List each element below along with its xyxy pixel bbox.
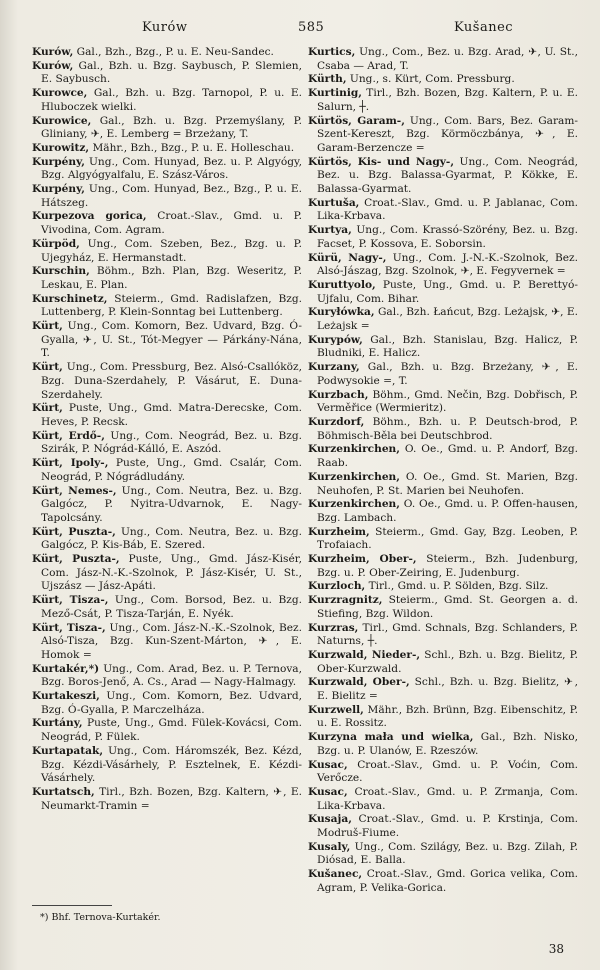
entry-text: Croat.-Slav., Gmd. u. P. Krstinja, Com. Modruš-Fiume. — [317, 813, 578, 840]
gazetteer-entry — [32, 717, 302, 744]
entry-text: Ung., Com. Komorn, Bez. Udvard, Bzg. Ó-Gyalla, P. Marczelháza. — [41, 690, 302, 716]
gazetteer-entry — [308, 731, 578, 758]
entry-headword: Kurzany, — [308, 361, 360, 374]
running-header — [30, 20, 570, 42]
gazetteer-entry — [32, 210, 302, 237]
gazetteer-entry — [32, 46, 302, 60]
gazetteer-entry — [308, 306, 578, 333]
entry-text: Ung., Com. Pressburg, Bez. Alsó-Csallóköz, Bzg. Duna-Szerdahely, P. Vásárut, E. Duna-Szerdahely. — [41, 361, 302, 401]
gazetteer-entry — [308, 580, 578, 594]
entry-headword: Kürt, Puszta-, — [32, 525, 116, 538]
right-column — [308, 46, 578, 896]
footnote-rule — [32, 905, 112, 906]
entry-text: Ung., Com. Neutra, Bez. u. Bzg. Galgócz, P. Nyitra-Udvarnok, E. Nagy-Tapolcsány. — [41, 484, 302, 524]
gazetteer-entry — [32, 690, 302, 717]
gazetteer-entry — [308, 252, 578, 279]
entry-text: Gal., Bzh. Stanislau, Bzg. Halicz, P. Bludniki, E. Halicz. — [317, 333, 578, 360]
gazetteer-entry — [32, 526, 302, 553]
entry-text: Gal., Bzh., Bzg., P. u. E. Neu-Sandec. — [73, 46, 274, 58]
gazetteer-entry — [308, 197, 578, 224]
gazetteer-entry — [32, 142, 302, 156]
entry-headword: Kuryłówka, — [308, 306, 375, 319]
entry-text: Tirl., Bzh. Bozen, Bzg. Kaltern, P. u. E. Salurn, ┼. — [317, 87, 578, 113]
entry-headword: Kurzdorf, — [308, 415, 365, 428]
entry-text: Gal., Bzh. u. Bzg. Tarnopol, P. u. E. Hluboczek wielki. — [41, 87, 302, 113]
entry-headword: Kurów, — [32, 46, 74, 58]
gazetteer-entry — [308, 676, 578, 703]
gazetteer-entry — [308, 471, 578, 498]
header-right-keyword: Kušanec — [454, 20, 514, 35]
entry-text: Puste, Ung., Gmd. Fülek-Kovácsi, Com. Neográd, P. Fülek. — [41, 717, 302, 744]
entry-text: Tirl., Gmd. Schnals, Bzg. Schlanders, P. Naturns, ┼. — [317, 621, 578, 648]
gazetteer-entry — [32, 238, 302, 265]
entry-text: Gal., Bzh. Nisko, Bzg. u. P. Ulanów, E. Rzeszów. — [317, 731, 578, 757]
entry-headword: Kurtakér,*) — [32, 662, 100, 675]
gazetteer-entry — [308, 156, 578, 197]
gazetteer-entry — [32, 265, 302, 292]
entry-headword: Kürt, — [32, 361, 63, 374]
entry-headword: Kuruttyolo, — [308, 278, 376, 291]
entry-text: Croat.-Slav., Gmd. Gorica velika, Com. Agram, P. Velika-Gorica. — [317, 868, 578, 894]
entry-headword: Kurzloch, — [308, 580, 366, 593]
entry-text: Ung., Com. Szilágy, Bez. u. Bzg. Zilah, P. Diósad, E. Balla. — [317, 840, 578, 867]
footnote: *) Bhf. Ternova-Kurtakér. — [40, 912, 161, 923]
entry-headword: Kürt, Erdő-, — [32, 429, 105, 442]
entry-text: O. Oe., Gmd. u. P. Andorf, Bzg. Raab. — [317, 443, 578, 470]
entry-headword: Kurzragnitz, — [308, 594, 383, 607]
entry-headword: Kusac, — [308, 785, 348, 798]
gazetteer-entry — [32, 786, 302, 813]
entry-headword: Kürt, — [32, 320, 63, 333]
gazetteer-entry — [308, 868, 578, 895]
entry-headword: Kurpény, — [32, 183, 85, 196]
entry-headword: Kurzheim, Ober-, — [308, 553, 417, 566]
entry-text: Puste, Ung., Gmd. Jász-Kisér, Com. Jász-N.-K.-Szolnok, P. Jász-Kisér, U. St., Ujszász — Jász-Apáti. — [41, 553, 302, 593]
entry-text: Steierm., Gmd. Gay, Bzg. Leoben, P. Trofaiach. — [317, 525, 578, 552]
entry-text: Steierm., Bzh. Judenburg, Bzg. u. P. Ober-Zeiring, E. Judenburg. — [317, 553, 578, 579]
entry-text: Tirl., Bzh. Bozen, Bzg. Kaltern, ✈, E. Neumarkt-Tramin = — [41, 785, 302, 812]
entry-headword: Kurtakeszi, — [32, 690, 100, 703]
gazetteer-entry — [308, 498, 578, 525]
entry-headword: Kurtics, — [308, 46, 356, 58]
entry-text: Mähr., Bzh. Brünn, Bzg. Eibenschitz, P. u. E. Rossitz. — [317, 703, 578, 730]
gazetteer-entry — [308, 526, 578, 553]
entry-headword: Kurtatsch, — [32, 785, 95, 798]
entry-text: Ung., Com. Hunyad, Bez. u. P. Algyógy, Bzg. Algyógyalfalu, E. Szász-Város. — [41, 155, 302, 182]
entry-text: Ung., Com. Hunyad, Bez., Bzg., P. u. E. Hátszeg. — [41, 183, 302, 209]
entry-headword: Kurtya, — [308, 224, 352, 237]
header-left-keyword: Kurów — [142, 20, 188, 35]
entry-headword: Kurzheim, — [308, 525, 370, 538]
entry-headword: Kürü, Nagy-, — [308, 251, 387, 264]
entry-text: Croat.-Slav., Gmd. u. P. Voćin, Com. Verőcze. — [317, 758, 578, 785]
gazetteer-entry — [32, 485, 302, 526]
gazetteer-entry — [308, 361, 578, 388]
entry-headword: Kürtös, Kis- und Nagy-, — [308, 155, 455, 168]
gazetteer-entry — [308, 73, 578, 87]
entry-text: Ung., Com. Krassó-Szörény, Bez. u. Bzg. Facset, P. Kossova, E. Soborsin. — [317, 224, 578, 250]
entry-headword: Kurzyna mała und wielka, — [308, 731, 474, 744]
entry-text: Ung., Com. Háromszék, Bez. Kézd, Bzg. Kézdi-Vásárhely, P. Esztelnek, E. Kézdi-Vásárhely. — [41, 744, 302, 785]
entry-text: Böhm., Bzh. Plan, Bzg. Weseritz, P. Leskau, E. Plan. — [41, 265, 302, 291]
entry-headword: Kurzwald, Nieder-, — [308, 648, 421, 661]
entry-headword: Kürt, Puszta-, — [32, 553, 120, 566]
entry-text: Tirl., Gmd. u. P. Sölden, Bzg. Silz. — [365, 580, 549, 593]
entry-text: O. Oe., Gmd. u. P. Offen-hausen, Bzg. Lambach. — [317, 498, 578, 524]
gazetteer-entry — [32, 745, 302, 786]
left-column — [32, 46, 302, 813]
gazetteer-entry — [308, 87, 578, 114]
gazetteer-entry — [308, 416, 578, 443]
entry-text: Steierm., Gmd. Radislafzen, Bzg. Luttenberg, P. Klein-Sonntag bei Luttenberg. — [41, 292, 302, 319]
gazetteer-entry — [308, 279, 578, 306]
entry-headword: Kurzenkirchen, — [308, 470, 400, 483]
gazetteer-entry — [32, 594, 302, 621]
entry-text: Mähr., Bzh., Bzg., P. u. E. Holleschau. — [89, 141, 295, 154]
entry-headword: Kurów, — [32, 59, 74, 72]
entry-headword: Kurschinetz, — [32, 292, 108, 305]
entry-headword: Kürt, Tisza-, — [32, 594, 109, 607]
gazetteer-entry — [32, 320, 302, 361]
entry-text: Ung., Com. Arad, Bez. u. P. Ternova, Bzg. Boros-Jenő, A. Cs., Arad — Nagy-Halmagy. — [41, 662, 302, 689]
gazetteer-entry — [308, 649, 578, 676]
gazetteer-entry — [32, 293, 302, 320]
gazetteer-entry — [308, 224, 578, 251]
entry-headword: Kurtinig, — [308, 87, 362, 100]
entry-text: Ung., Com. Borsod, Bez. u. Bzg. Mező-Csát, P. Tisza-Tarján, E. Nyék. — [41, 594, 302, 620]
gazetteer-entry — [308, 46, 578, 73]
gazetteer-entry — [308, 115, 578, 156]
entry-headword: Kurpezova gorica, — [32, 210, 147, 223]
entry-headword: Kürt, Nemes-, — [32, 484, 117, 497]
entry-text: Schl., Bzh. u. Bzg. Bielitz, ✈, E. Bielitz = — [317, 676, 578, 703]
entry-headword: Kürtös, Garam-, — [308, 114, 405, 127]
entry-headword: Kurowce, — [32, 87, 88, 100]
gazetteer-entry — [32, 183, 302, 210]
entry-text: Schl., Bzh. u. Bzg. Bielitz, P. Ober-Kurzwald. — [317, 648, 578, 675]
entry-headword: Kurzbach, — [308, 388, 369, 401]
gazetteer-entry — [308, 841, 578, 868]
gazetteer-entry — [32, 430, 302, 457]
entry-text: Ung., s. Kürt, Com. Pressburg. — [346, 73, 515, 86]
entry-headword: Kusac, — [308, 758, 348, 771]
entry-headword: Kurtány, — [32, 717, 83, 730]
entry-headword: Kurtuša, — [308, 196, 360, 209]
entry-text: Puste, Ung., Gmd. Csalár, Com. Neográd, P. Nógrádludány. — [41, 457, 302, 483]
entry-headword: Kurtapatak, — [32, 744, 104, 757]
entry-text: Ung., Com. Neográd, Bez. u. Bzg. Balassa-Gyarmat, P. Kökke, E. Balassa-Gyarmat. — [317, 155, 578, 196]
entry-headword: Kurzenkirchen, — [308, 498, 400, 511]
entry-text: Gal., Bzh. u. Bzg. Przemyślany, P. Gliniany, ✈, E. Lemberg = Brzeżany, T. — [41, 114, 302, 141]
entry-headword: Kürpöd, — [32, 237, 80, 250]
gazetteer-entry — [32, 115, 302, 142]
entry-text: Croat.-Slav., Gmd. u. P. Vivodina, Com. Agram. — [41, 210, 302, 237]
entry-text: Ung., Com. Neutra, Bez. u. Bzg. Galgócz, P. Kis-Báb, E. Szered. — [41, 525, 302, 552]
entry-headword: Kurpény, — [32, 155, 85, 168]
entry-headword: Kurzras, — [308, 621, 359, 634]
entry-text: Croat.-Slav., Gmd. u. P. Zrmanja, Com. Lika-Krbava. — [317, 785, 578, 812]
gazetteer-entry — [308, 553, 578, 580]
entry-headword: Kurowice, — [32, 114, 92, 127]
gazetteer-entry — [32, 553, 302, 594]
gazetteer-entry — [308, 786, 578, 813]
entry-text: Böhm., Bzh. u. P. Deutsch-brod, P. Böhmisch-Běla bei Deutschbrod. — [317, 415, 578, 442]
entry-text: Böhm., Gmd. Nečin, Bzg. Dobřisch, P. Verměřice (Wermieritz). — [317, 388, 578, 415]
gazetteer-entry — [308, 443, 578, 470]
entry-headword: Kurzenkirchen, — [308, 443, 400, 456]
entry-headword: Kusaly, — [308, 840, 351, 853]
entry-text: Gal., Bzh. u. Bzg. Brzeżany, ✈, E. Podwysokie =, T. — [317, 361, 578, 387]
entry-text: Puste, Ung., Gmd. Matra-Derecske, Com. Heves, P. Recsk. — [41, 402, 302, 428]
entry-headword: Kurzwell, — [308, 703, 364, 716]
entry-text: Ung., Com. Neográd, Bez. u. Bzg. Szirák, P. Nógrád-Kálló, E. Aszód. — [41, 429, 302, 456]
gazetteer-entry — [32, 361, 302, 402]
entry-headword: Kusaja, — [308, 813, 352, 826]
entry-headword: Kürt, Tisza-, — [32, 621, 106, 634]
gazetteer-entry — [308, 622, 578, 649]
entry-headword: Kurypów, — [308, 333, 363, 346]
entry-text: Ung., Com. Komorn, Bez. Udvard, Bzg. Ó-Gyalla, ✈, U. St., Tót-Megyer — Párkány-Nána, T. — [41, 320, 302, 360]
entry-text: Ung., Com., Bez. u. Bzg. Arad, ✈, U. St., Csaba — Arad, T. — [317, 46, 578, 72]
entry-text: Ung., Com. J.-N.-K.-Szolnok, Bez. Alsó-Jászag, Bzg. Szolnok, ✈, E. Fegyvernek = — [317, 251, 578, 278]
entry-text: Gal., Bzh. u. Bzg. Saybusch, P. Slemien, E. Saybusch. — [41, 59, 302, 86]
gazetteer-entry — [308, 704, 578, 731]
header-page-number: 585 — [298, 20, 325, 35]
gazetteer-entry — [308, 594, 578, 621]
gazetteer-entry — [32, 663, 302, 690]
entry-headword: Kurschin, — [32, 265, 90, 278]
gazetteer-entry — [32, 457, 302, 484]
entry-headword: Kušanec, — [308, 868, 363, 881]
entry-text: Steierm., Gmd. St. Georgen a. d. Stiefing, Bzg. Wildon. — [317, 594, 578, 620]
gazetteer-entry — [32, 87, 302, 114]
entry-text: Ung., Com. Bars, Bez. Garam-Szent-Kereszt, Bzg. Körmöczbánya, ✈, E. Garam-Berzencze = — [317, 114, 578, 154]
gazetteer-entry — [308, 813, 578, 840]
gazetteer-entry — [32, 622, 302, 663]
entry-headword: Kürt, — [32, 402, 63, 415]
gazetteer-entry — [32, 156, 302, 183]
sheet-number: 38 — [548, 942, 564, 956]
entry-headword: Kürth, — [308, 73, 347, 86]
entry-headword: Kürt, Ipoly-, — [32, 457, 109, 470]
gazetteer-entry — [308, 389, 578, 416]
entry-headword: Kurzwald, Ober-, — [308, 676, 410, 689]
entry-text: Ung., Com. Szeben, Bez., Bzg. u. P. Ujegyház, E. Hermanstadt. — [41, 237, 302, 264]
entry-text: Puste, Ung., Gmd. u. P. Berettyó-Ujfalu, Com. Bihar. — [317, 278, 578, 305]
gazetteer-entry — [32, 60, 302, 87]
gazetteer-entry — [308, 759, 578, 786]
gazetteer-entry — [308, 334, 578, 361]
entry-text: Gal., Bzh. Łańcut, Bzg. Leżajsk, ✈, E. Leżajsk = — [317, 306, 578, 333]
entry-text: Ung., Com. Jász-N.-K.-Szolnok, Bez. Alsó-Tisza, Bzg. Kun-Szent-Márton, ✈, E. Homok = — [41, 621, 302, 661]
entry-text: Croat.-Slav., Gmd. u. P. Jablanac, Com. Lika-Krbava. — [317, 196, 578, 223]
gazetteer-entry — [32, 402, 302, 429]
entry-headword: Kurowitz, — [32, 141, 90, 154]
entry-text: O. Oe., Gmd. St. Marien, Bzg. Neuhofen, P. St. Marien bei Neuhofen. — [317, 470, 578, 497]
